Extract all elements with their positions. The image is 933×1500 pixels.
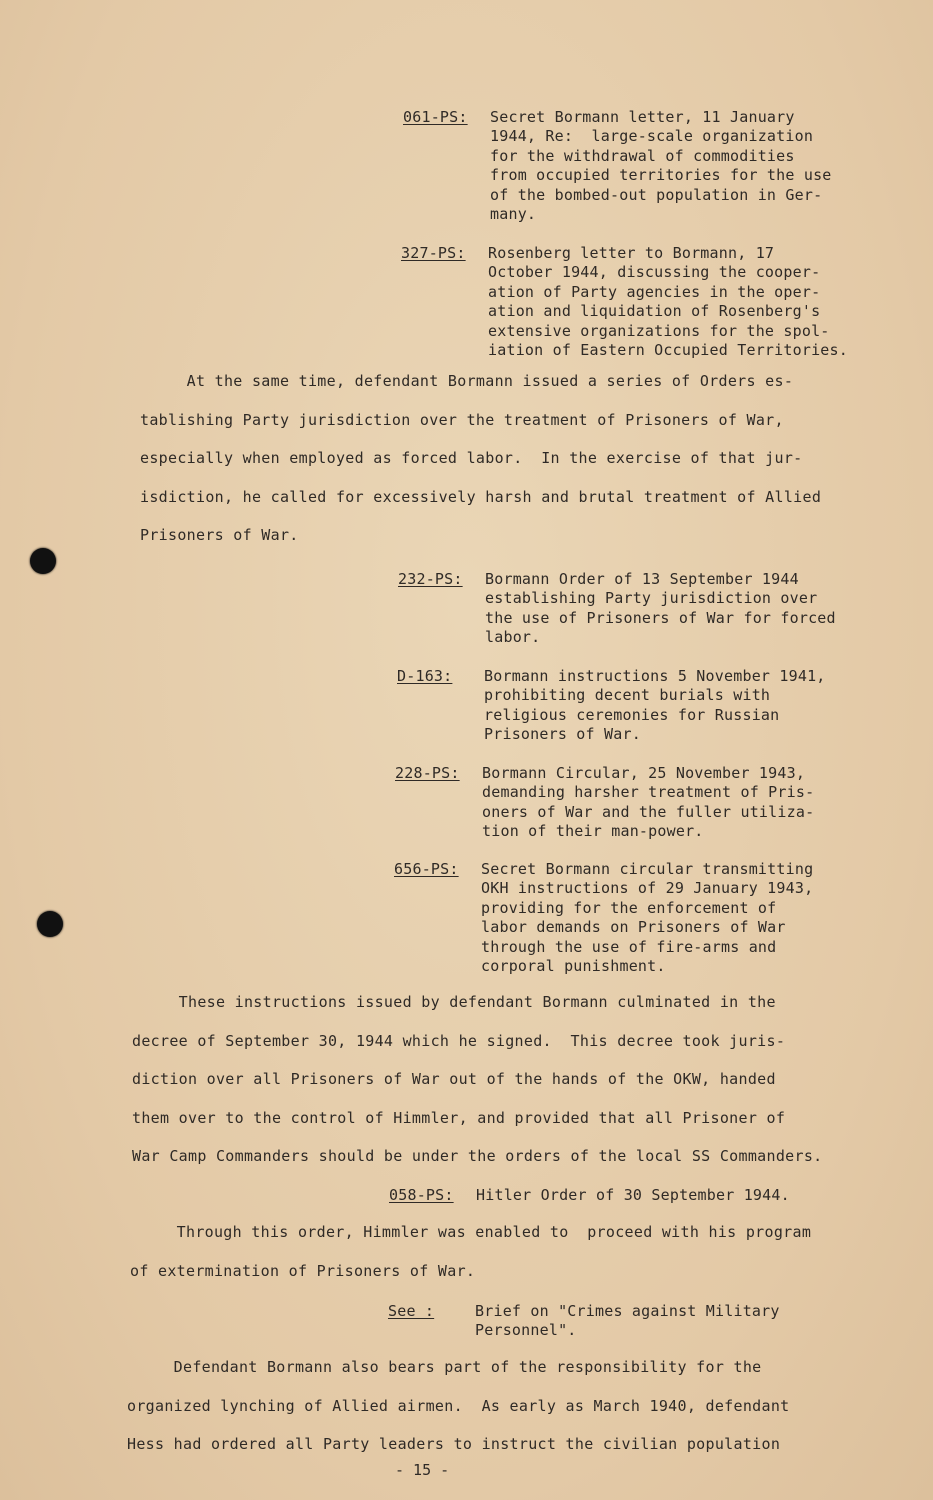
reference-code: 232-PS: bbox=[398, 570, 463, 588]
punch-hole-top bbox=[30, 548, 56, 574]
reference-656-ps bbox=[394, 860, 864, 980]
reference-description: Secret Bormann circular transmitting OKH instructions of 29 January 1943, providing for the enforcement of labor demands on Prisoners of War through the use of fire-arms and corporal punishment. bbox=[481, 860, 814, 976]
reference-code: 228-PS: bbox=[395, 764, 460, 782]
reference-code: 058-PS: bbox=[389, 1186, 454, 1204]
reference-232-ps bbox=[398, 570, 868, 650]
reference-code: D-163: bbox=[397, 667, 453, 685]
reference-code: 061-PS: bbox=[403, 108, 468, 126]
reference-058-ps bbox=[389, 1186, 849, 1208]
reference-description: Rosenberg letter to Bormann, 17 October 1944, discussing the cooper- ation of Party agencies in the oper- ation and liquidation of Rosenberg's extensive organizations for the spol- iation of Eastern Occupied Territories. bbox=[488, 244, 848, 360]
reference-d-163 bbox=[397, 667, 867, 747]
reference-description: Bormann instructions 5 November 1941, prohibiting decent burials with religious ceremonies for Russian Prisoners of War. bbox=[484, 667, 826, 744]
reference-description: Bormann Order of 13 September 1944 establishing Party jurisdiction over the use of Prisoners of War for forced labor. bbox=[485, 570, 836, 647]
page-number: - 15 - bbox=[395, 1461, 450, 1479]
body-paragraph-2: These instructions issued by defendant Bormann culminated in the decree of September 30, 1944 which he signed. This decree took juris- diction over all Prisoners of War out of the hands of the OKW, handed them over to the control of Himmler, and provided that all Prisoner of War Camp Commanders should be under the orders of the local SS Commanders. bbox=[132, 993, 823, 1165]
body-paragraph-3: Through this order, Himmler was enabled to proceed with his program of extermination of Prisoners of War. bbox=[130, 1223, 812, 1280]
reference-description: Hitler Order of 30 September 1944. bbox=[476, 1186, 790, 1204]
reference-see-brief bbox=[388, 1302, 848, 1342]
reference-code: 327-PS: bbox=[401, 244, 466, 262]
body-paragraph-4: Defendant Bormann also bears part of the responsibility for the organized lynching of Allied airmen. As early as March 1940, defendant Hess had ordered all Party leaders to instruct the civilian population bbox=[127, 1358, 790, 1453]
reference-description: Secret Bormann letter, 11 January 1944, Re: large-scale organization for the withdrawal of commodities from occupied territories for the use of the bombed-out population in Ger- many. bbox=[490, 108, 832, 224]
reference-description: Bormann Circular, 25 November 1943, demanding harsher treatment of Pris- oners of War and the fuller utiliza- tion of their man-power. bbox=[482, 764, 815, 841]
reference-code: See : bbox=[388, 1302, 435, 1320]
reference-description: Brief on "Crimes against Military Personnel". bbox=[475, 1302, 780, 1340]
body-paragraph-1: At the same time, defendant Bormann issued a series of Orders es- tablishing Party jurisdiction over the treatment of Prisoners of War, especially when employed as forced labor. In the exercise of that jur- isdiction, he called for excessively harsh and brutal treatment of Allied Prisoners of War. bbox=[140, 372, 822, 544]
reference-228-ps bbox=[395, 764, 865, 844]
reference-code: 656-PS: bbox=[394, 860, 459, 878]
reference-327-ps bbox=[401, 244, 871, 364]
reference-061-ps bbox=[403, 108, 863, 228]
punch-hole-bottom bbox=[37, 911, 63, 937]
